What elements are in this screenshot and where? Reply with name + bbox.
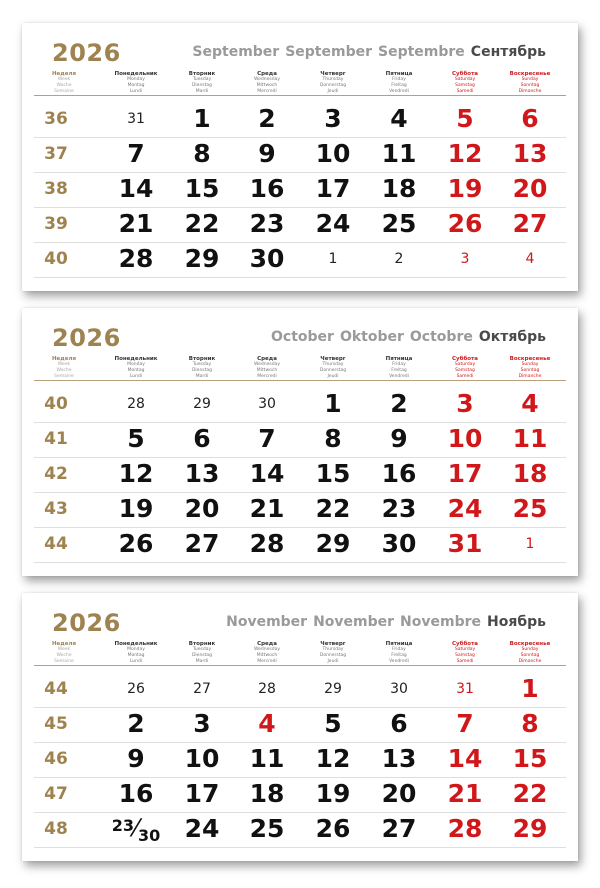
day-cell: 30	[258, 396, 276, 412]
day-cell: 1	[324, 389, 342, 418]
day-cell: 16	[381, 459, 417, 488]
weekday-header-line: Среда	[257, 356, 277, 362]
row-divider	[34, 562, 566, 563]
week-number: 44	[44, 679, 68, 699]
day-cell: 12	[315, 744, 351, 773]
weekday-header	[169, 356, 235, 380]
row-divider	[34, 847, 566, 848]
month-title	[271, 329, 546, 345]
day-cell: 27	[512, 209, 548, 238]
row-divider	[34, 812, 566, 813]
day-cell: 15	[512, 744, 548, 773]
day-cell: 2	[390, 389, 408, 418]
weekday-header	[169, 641, 235, 665]
weekday-header-line: Week	[57, 362, 71, 367]
day-cell: 28	[447, 814, 483, 843]
day-cell: 29	[315, 529, 351, 558]
weekday-header	[497, 71, 563, 95]
weekday-header-line: Sonntag	[520, 653, 540, 658]
day-cell: 10	[447, 424, 483, 453]
weekday-header-line: Tuesday	[192, 362, 212, 367]
week-number: 38	[44, 179, 68, 199]
month-name: Октябрь	[478, 329, 546, 345]
day-cell: 7	[127, 139, 145, 168]
day-cell: 19	[118, 494, 154, 523]
weekday-header	[366, 356, 432, 380]
weekday-header-line: Freitag	[391, 83, 407, 88]
week-number: 48	[44, 819, 68, 839]
weekday-header-line: Week	[57, 647, 71, 652]
day-cell: 26	[447, 209, 483, 238]
day-cell: 27	[193, 681, 211, 697]
weekday-header-line: Dienstag	[191, 368, 213, 373]
day-fraction-top: 23	[111, 816, 134, 835]
weekday-header-line: Samedi	[456, 659, 474, 664]
weekday-header-line: Вторник	[188, 356, 216, 362]
row-divider	[34, 137, 566, 138]
day-cell: 14	[447, 744, 483, 773]
day-cell: 13	[512, 139, 548, 168]
day-cell: 11	[249, 744, 285, 773]
weekday-header-line: Lundi	[129, 659, 143, 664]
row-divider	[34, 207, 566, 208]
row-divider	[34, 492, 566, 493]
weekday-header-line: Четверг	[320, 641, 346, 647]
day-cell: 2	[258, 104, 276, 133]
weekday-header-line: Wednesday	[253, 77, 281, 82]
week-number: 44	[44, 534, 68, 554]
day-cell: 12	[118, 459, 154, 488]
month-name: Сентябрь	[470, 44, 546, 60]
weekday-header-line: Неделя	[51, 641, 77, 647]
day-cell: 7	[456, 709, 474, 738]
day-cell: 3	[456, 389, 474, 418]
weekday-header	[366, 71, 432, 95]
weekday-header-line: Wednesday	[253, 362, 281, 367]
header-divider	[34, 380, 566, 381]
weekday-header-line: Monday	[127, 362, 145, 367]
weekday-header-line: Jeudi	[327, 659, 339, 664]
day-cell: 26	[118, 529, 154, 558]
week-number: 43	[44, 499, 68, 519]
month-name: November	[226, 614, 308, 630]
day-cell: 19	[315, 779, 351, 808]
month-card	[22, 23, 578, 291]
weekday-header-line: Mercredi	[257, 89, 277, 94]
fraction-slash: ⁄	[133, 814, 138, 842]
weekday-header-line: Freitag	[391, 368, 407, 373]
row-divider	[34, 242, 566, 243]
day-cell: 4	[525, 251, 535, 267]
header-divider	[34, 95, 566, 96]
weekday-header-line: Mardi	[195, 374, 209, 379]
day-cell: 4	[521, 389, 539, 418]
day-cell: 29	[512, 814, 548, 843]
day-cell: 23	[249, 209, 285, 238]
weekday-header-line: Sunday	[521, 77, 539, 82]
day-cell: 4	[258, 709, 276, 738]
week-number: 45	[44, 714, 68, 734]
week-number: 36	[44, 109, 68, 129]
day-cell: 17	[447, 459, 483, 488]
month-card	[22, 593, 578, 861]
weekday-header-line: Пятница	[385, 356, 413, 362]
weekday-header	[234, 641, 300, 665]
day-cell: 3	[460, 251, 470, 267]
month-name: Octobre	[409, 329, 473, 345]
day-cell: 10	[315, 139, 351, 168]
day-cell: 14	[118, 174, 154, 203]
row-divider	[34, 527, 566, 528]
day-fraction-bottom: 30	[138, 826, 161, 845]
day-cell: 26	[315, 814, 351, 843]
weekday-header-line: Среда	[257, 71, 277, 77]
day-cell: 28	[127, 396, 145, 412]
day-cell: 1	[521, 674, 539, 703]
weekday-header	[31, 356, 97, 380]
weekday-header-line: Semaine	[54, 659, 74, 664]
weekday-header-line: Dimanche	[518, 374, 542, 379]
day-cell: 10	[184, 744, 220, 773]
weekday-header-line: Суббота	[452, 641, 478, 647]
weekday-header-line: Четверг	[320, 71, 346, 77]
day-cell: 31	[447, 529, 483, 558]
day-cell: 31	[127, 111, 145, 127]
weekday-header-line: Donnerstag	[319, 653, 347, 658]
day-cell: 14	[249, 459, 285, 488]
day-cell: 18	[381, 174, 417, 203]
header-divider	[34, 665, 566, 666]
day-cell: 30	[249, 244, 285, 273]
weekday-header-line: Пятница	[385, 641, 413, 647]
day-cell: 13	[381, 744, 417, 773]
weekday-header-line: Вторник	[188, 641, 216, 647]
day-cell: 22	[512, 779, 548, 808]
weekday-header-line: Mardi	[195, 89, 209, 94]
day-cell: 31	[456, 681, 474, 697]
day-cell: 27	[184, 529, 220, 558]
day-cell: 3	[324, 104, 342, 133]
weekday-header-line: Среда	[257, 641, 277, 647]
year-label: 2026	[52, 324, 121, 352]
weekday-header-line: Saturday	[454, 362, 476, 367]
weekday-header-line: Saturday	[454, 77, 476, 82]
day-cell: 20	[512, 174, 548, 203]
weekday-header-line: Semaine	[54, 89, 74, 94]
month-name: Septembre	[378, 44, 465, 60]
weekday-header-line: Mardi	[195, 659, 209, 664]
year-label: 2026	[52, 609, 121, 637]
weekday-header-line: Woche	[56, 83, 72, 88]
weekday-header-line: Sonntag	[520, 368, 540, 373]
weekday-header-line: Donnerstag	[319, 83, 347, 88]
day-cell: 15	[315, 459, 351, 488]
weekday-header-line: Freitag	[391, 653, 407, 658]
weekday-header	[31, 641, 97, 665]
day-cell: 2	[127, 709, 145, 738]
weekday-header	[103, 71, 169, 95]
weekday-header-line: Понедельник	[114, 71, 158, 77]
row-divider	[34, 422, 566, 423]
weekday-header-line: Воскресенье	[509, 71, 551, 77]
weekday-header-line: Week	[57, 77, 71, 82]
month-card	[22, 308, 578, 576]
weekday-header-line: Samedi	[456, 374, 474, 379]
day-cell: 28	[118, 244, 154, 273]
weekday-header	[497, 641, 563, 665]
week-number: 41	[44, 429, 68, 449]
weekday-header-line: Jeudi	[327, 374, 339, 379]
day-cell: 9	[390, 424, 408, 453]
day-cell: 20	[184, 494, 220, 523]
weekday-header-line: Lundi	[129, 89, 143, 94]
weekday-header-line: Неделя	[51, 71, 77, 77]
week-number: 40	[44, 249, 68, 269]
weekday-header	[432, 71, 498, 95]
month-name: November	[313, 614, 395, 630]
day-cell: 12	[447, 139, 483, 168]
weekday-header-line: Wednesday	[253, 647, 281, 652]
weekday-header	[169, 71, 235, 95]
day-cell: 3	[193, 709, 211, 738]
day-cell: 15	[184, 174, 220, 203]
week-number: 47	[44, 784, 68, 804]
weekday-header-line: Lundi	[129, 374, 143, 379]
weekday-header-line: Неделя	[51, 356, 77, 362]
day-cell: 9	[127, 744, 145, 773]
day-cell: 18	[512, 459, 548, 488]
day-cell: 28	[258, 681, 276, 697]
weekday-header-line: Saturday	[454, 647, 476, 652]
weekday-header-line: Mittwoch	[256, 368, 278, 373]
day-cell: 18	[249, 779, 285, 808]
day-cell: 24	[447, 494, 483, 523]
weekday-header	[103, 641, 169, 665]
weekday-header-line: Понедельник	[114, 356, 158, 362]
day-cell: 19	[447, 174, 483, 203]
month-name: Novembre	[400, 614, 482, 630]
day-cell: 27	[381, 814, 417, 843]
weekday-header-line: Woche	[56, 368, 72, 373]
weekday-header-line: Dienstag	[191, 653, 213, 658]
day-cell: 29	[184, 244, 220, 273]
weekday-header-line: Monday	[127, 77, 145, 82]
weekday-header-line: Четверг	[320, 356, 346, 362]
row-divider	[34, 777, 566, 778]
day-cell: 24	[184, 814, 220, 843]
weekday-header-line: Samedi	[456, 89, 474, 94]
day-cell: 8	[193, 139, 211, 168]
day-cell: 17	[184, 779, 220, 808]
weekday-header-line: Samstag	[455, 368, 475, 373]
weekday-header-line: Суббота	[452, 356, 478, 362]
weekday-header-line: Vendredi	[389, 374, 409, 379]
weekday-header-line: Jeudi	[327, 89, 339, 94]
week-number: 39	[44, 214, 68, 234]
weekday-header-line: Montag	[127, 368, 145, 373]
day-cell: 20	[381, 779, 417, 808]
weekday-header-line: Friday	[392, 77, 406, 82]
row-divider	[34, 707, 566, 708]
month-title	[226, 614, 546, 630]
weekday-header-line: Montag	[127, 83, 145, 88]
weekday-header	[300, 641, 366, 665]
weekday-header-line: Woche	[56, 653, 72, 658]
weekday-header-line: Samstag	[455, 83, 475, 88]
weekday-header-line: Sunday	[521, 647, 539, 652]
day-cell: 25	[249, 814, 285, 843]
weekday-header-line: Sunday	[521, 362, 539, 367]
day-cell: 21	[447, 779, 483, 808]
weekday-header-line: Thursday	[322, 77, 344, 82]
weekday-header-line: Dimanche	[518, 89, 542, 94]
day-cell: 17	[315, 174, 351, 203]
day-cell: 11	[512, 424, 548, 453]
day-cell: 6	[390, 709, 408, 738]
week-number: 46	[44, 749, 68, 769]
day-cell: 6	[521, 104, 539, 133]
week-number: 42	[44, 464, 68, 484]
day-cell: 16	[249, 174, 285, 203]
row-divider	[34, 742, 566, 743]
weekday-header-line: Vendredi	[389, 89, 409, 94]
weekday-header-line: Воскресенье	[509, 641, 551, 647]
day-cell: 22	[184, 209, 220, 238]
month-name: September	[192, 44, 280, 60]
day-cell: 21	[249, 494, 285, 523]
month-name: September	[285, 44, 372, 60]
month-name: Oktober	[339, 329, 404, 345]
day-cell: 5	[456, 104, 474, 133]
weekday-header	[300, 356, 366, 380]
day-cell: 25	[381, 209, 417, 238]
row-divider	[34, 172, 566, 173]
weekday-header-line: Sonntag	[520, 83, 540, 88]
day-cell: 16	[118, 779, 154, 808]
month-name: October	[271, 329, 334, 345]
day-cell: 5	[127, 424, 145, 453]
weekday-header-line: Samstag	[455, 653, 475, 658]
day-cell: 29	[193, 396, 211, 412]
weekday-header	[31, 71, 97, 95]
weekday-header-line: Вторник	[188, 71, 216, 77]
day-cell: 26	[127, 681, 145, 697]
row-divider	[34, 457, 566, 458]
weekday-header	[234, 71, 300, 95]
weekday-header-line: Vendredi	[389, 659, 409, 664]
weekday-header	[366, 641, 432, 665]
weekday-header-line: Thursday	[322, 647, 344, 652]
weekday-header-line: Пятница	[385, 71, 413, 77]
day-cell: 7	[258, 424, 276, 453]
weekday-header-line: Tuesday	[192, 647, 212, 652]
row-divider	[34, 277, 566, 278]
month-title	[192, 44, 546, 60]
weekday-header-line: Montag	[127, 653, 145, 658]
day-cell: 25	[512, 494, 548, 523]
weekday-header	[497, 356, 563, 380]
day-cell: 13	[184, 459, 220, 488]
week-number: 40	[44, 394, 68, 414]
weekday-header	[234, 356, 300, 380]
day-cell: 1	[328, 251, 338, 267]
day-cell: 30	[381, 529, 417, 558]
day-cell: 6	[193, 424, 211, 453]
day-cell: 8	[324, 424, 342, 453]
day-cell: 24	[315, 209, 351, 238]
day-cell: 4	[390, 104, 408, 133]
day-cell: 11	[381, 139, 417, 168]
weekday-header-line: Dienstag	[191, 83, 213, 88]
year-label: 2026	[52, 39, 121, 67]
weekday-header-line: Mercredi	[257, 659, 277, 664]
day-cell: 1	[525, 536, 535, 552]
weekday-header-line: Friday	[392, 362, 406, 367]
weekday-header	[432, 641, 498, 665]
day-cell: 21	[118, 209, 154, 238]
weekday-header	[103, 356, 169, 380]
weekday-header-line: Dimanche	[518, 659, 542, 664]
month-name: Ноябрь	[487, 614, 546, 630]
weekday-header-line: Friday	[392, 647, 406, 652]
weekday-header-line: Суббота	[452, 71, 478, 77]
day-cell: 9	[258, 139, 276, 168]
weekday-header-line: Mercredi	[257, 374, 277, 379]
day-cell: 30	[390, 681, 408, 697]
day-cell: 29	[324, 681, 342, 697]
day-cell	[103, 814, 169, 845]
weekday-header-line: Mittwoch	[256, 83, 278, 88]
weekday-header-line: Воскресенье	[509, 356, 551, 362]
day-cell: 2	[394, 251, 404, 267]
weekday-header	[432, 356, 498, 380]
weekday-header-line: Mittwoch	[256, 653, 278, 658]
day-cell: 22	[315, 494, 351, 523]
week-number: 37	[44, 144, 68, 164]
day-cell: 8	[521, 709, 539, 738]
weekday-header-line: Donnerstag	[319, 368, 347, 373]
weekday-header-line: Tuesday	[192, 77, 212, 82]
day-cell: 5	[324, 709, 342, 738]
day-cell: 23	[381, 494, 417, 523]
day-cell: 28	[249, 529, 285, 558]
weekday-header-line: Semaine	[54, 374, 74, 379]
weekday-header-line: Monday	[127, 647, 145, 652]
weekday-header	[300, 71, 366, 95]
weekday-header-line: Thursday	[322, 362, 344, 367]
day-cell: 1	[193, 104, 211, 133]
weekday-header-line: Понедельник	[114, 641, 158, 647]
